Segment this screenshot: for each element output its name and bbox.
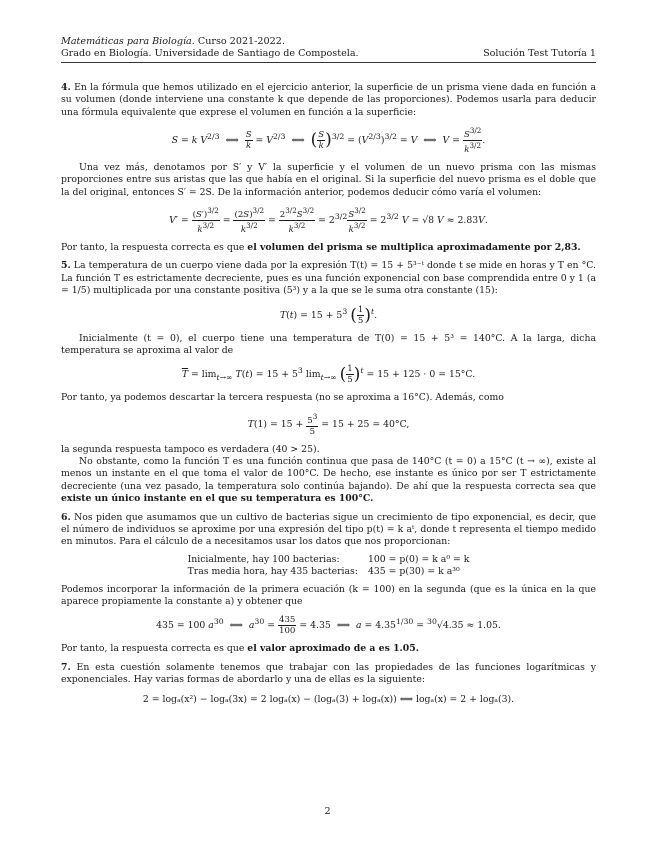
- q6-paragraph-3: [61, 643, 596, 655]
- q4-equation-1: S = k $V^{2/3}$ ⟺ $\frac{S}{k}$ = $V^{2/3}$ ⟺ ( $\frac{S}{k}$ )$^{3/2} = (V^{2/3})^{3/2} = V$ ⟺ V = $\frac{S^{3/2}}{k^{3/2}}$ .: [171, 126, 486, 155]
- q7-text-1: En esta cuestión solamente tenemos que trabajar con las propiedades de las funciones logarítmicas y exponenciales. Hay varias formas de abordarlo y una de ellas es la siguiente:: [61, 661, 596, 686]
- q6-paragraph-1: [61, 512, 596, 549]
- q5-number: 5.: [61, 260, 71, 272]
- q5-paragraph-1: [61, 260, 596, 297]
- header-rule: [61, 62, 596, 63]
- q7-number: 7.: [61, 661, 71, 673]
- q6-answer: el valor aproximado de a es 1.05.: [247, 643, 419, 655]
- q6-data-row: [183, 554, 475, 566]
- q4-text-1: En la fórmula que hemos utilizado en el ejercicio anterior, la superficie de un prisma viene dada en función a su volumen (donde interviene una constante k que depende de las proporciones). Podemos usarla para deducir una fórmula equivalente que exprese el volumen en función a la superficie:: [61, 82, 596, 118]
- q7-paragraph-1: [61, 662, 596, 687]
- q6-data-label: Inicialmente, hay 100 bacterias:: [187, 553, 340, 565]
- q6-data-eq: 100 = p(0) = k a⁰ = k: [367, 553, 470, 565]
- header-degree-line: Grado en Biología. Universidade de Santiago de Compostela.: [61, 48, 359, 59]
- q6-data-eq: 435 = p(30) = k a³⁰: [367, 566, 460, 578]
- q6-conclusion: Por tanto, la respuesta correcta es que: [61, 643, 245, 655]
- q5-paragraph-5: [61, 456, 596, 506]
- header-course-year: Curso 2021-2022.: [197, 36, 285, 47]
- header-course-line: [61, 36, 285, 48]
- q5-text-5: No obstante, como la función T es una función continua que pasa de 140°C (t = 0) a 15°C (t → ∞), existe al menos un instante en el que toma el valor de 100°C. De hecho, ese instante es único por ser T estrictamente decreciente (una vez pasado, la temperatura solo continúa bajando). De ahí que la respuesta correcta sea que: [61, 455, 596, 492]
- q5-text-1: La temperatura de un cuerpo viene dada por la expresión T(t) = 15 + 5³⁻ᵗ donde t se mide en horas y T en °C. La función T es estrictamente decreciente, pues es una función exponencial con base comprendida entre 0 y 1 (a = 1/5) multiplicada por una constante positiva (5³) y a la que se le suma otra constante (15):: [61, 260, 596, 297]
- q4-paragraph-2: Una vez más, denotamos por S′ y V′ la superficie y el volumen de un nuevo prisma con las mismas proporciones entre sus aristas que las que había en el original. Si la superficie del nuevo prisma es el doble que la del original, entonces S′ = 2S. De la información anterior, podemos deducir cómo varía el volumen:: [61, 161, 596, 198]
- q5-answer: existe un único instante en el que su temperatura es 100°C.: [61, 493, 374, 505]
- q6-paragraph-2: Podemos incorporar la información de la primera ecuación (k = 100) en la segunda (que es la única en la que aparece propiamente la constante a) y obtener que: [61, 583, 596, 608]
- q6-number: 6.: [61, 511, 71, 523]
- q6-data-table: [183, 554, 475, 579]
- q4-number: 4.: [61, 82, 71, 93]
- q4-equation-2: V′ = $\frac{(S')^{3/2}}{k^{3/2}}$ = $\frac{(2S)^{3/2}}{k^{3/2}}$ = $\frac{2^{3/2}S^{3/2}}{k^{3/2}}$ = $2^{3/2}$ $\frac{S^{3/2}}{k^{3/2}}$ = $2^{3/2}$ V = √8 V ≈ 2.83V.: [169, 206, 488, 235]
- q5-equation-2: $\overline{T} = \lim_{t\to\infty} T(t) = 15 + 5^3$ $\lim_{t\to\infty}$ ( $\frac{1}{5}$ )$^t$ = 15 + 125 · 0 = 15°C.: [181, 364, 476, 386]
- q5-paragraph-4: la segunda respuesta tampoco es verdadera (40 > 25).: [61, 443, 320, 455]
- header-course-italic: Matemáticas para Biología.: [61, 36, 195, 47]
- q4-paragraph-3: [61, 242, 596, 254]
- q4-answer: el volumen del prisma se multiplica aproximadamente por 2,83.: [247, 241, 581, 253]
- q4-paragraph-1: [61, 82, 596, 119]
- q6-data-row: [183, 566, 475, 578]
- header-doc-title: Solución Test Tutoría 1: [483, 48, 596, 59]
- q5-paragraph-2: Inicialmente (t = 0), el cuerpo tiene una temperatura de T(0) = 15 + 5³ = 140°C. A la larga, dicha temperatura se aproxima al valor de: [61, 332, 596, 356]
- page-number: 2: [324, 806, 331, 817]
- q6-equation-1: 435 = 100 $a^{30}$ ⟺ $a^{30}$ = $\frac{435}{100}$ = 4.35 ⟺ $a = 4.35^{1/30} = ^{30}√4.35 \approx 1.05$.: [156, 615, 501, 637]
- q5-equation-3: T(1) = 15 + $\frac{5^3}{5}$ = 15 + 25 = 40°C,: [247, 411, 410, 437]
- q5-equation-1: $T(t) = 15 + 5^3$ ( $\frac{1}{5}$ )$^t$.: [279, 304, 378, 326]
- q6-data-label: Tras media hora, hay 435 bacterias:: [187, 566, 358, 578]
- q7-equation-1: 2 = logₐ(x²) − logₐ(3x) = 2 logₐ(x) − (logₐ(3) + logₐ(x)) ⟺ logₐ(x) = 2 + logₐ(3).: [142, 693, 515, 705]
- q6-text-1: Nos piden que asumamos que un cultivo de bacterias sigue un crecimiento de tipo exponencial, es decir, que el número de individuos se aproxime por una expresión del tipo p(t) = k aᵗ, donde t representa el tiempo medido en minutos. Para el cálculo de a necesitamos usar los datos que nos proporcionan:: [61, 511, 596, 548]
- document-body: [61, 82, 596, 713]
- q4-conclusion: Por tanto, la respuesta correcta es que: [61, 241, 245, 253]
- q5-paragraph-3: Por tanto, ya podemos descartar la tercera respuesta (no se aproxima a 16°C). Además, como: [61, 392, 504, 404]
